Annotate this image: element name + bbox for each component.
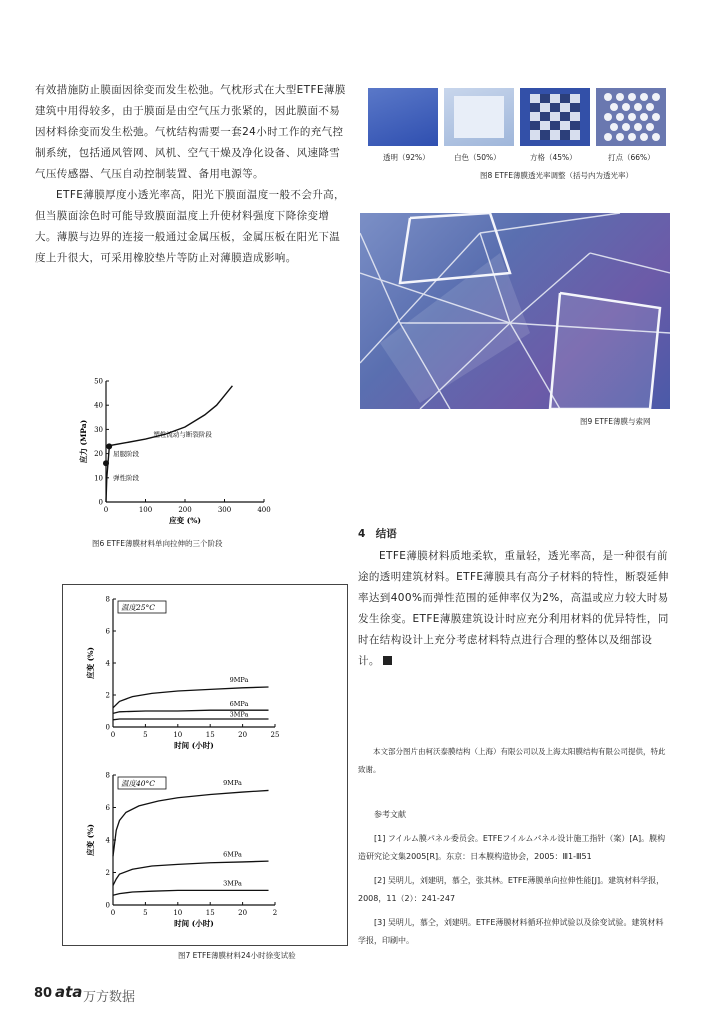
y-tick-label: 10 [94,474,103,483]
x-tick-label: 0 [110,909,116,917]
annotation: 塑性流动与断裂阶段 [153,430,212,439]
annotation: 屈服阶段 [113,450,140,459]
y-tick-label: 4 [105,659,110,668]
section-4-heading: 4 结语 [358,528,397,540]
transparent-film-photo [368,88,438,146]
y-tick-label: 0 [105,901,110,910]
x-tick-label: 5 [143,731,148,739]
references [358,806,670,950]
x-tick-label: 100 [138,506,153,514]
section-4-body [358,546,672,672]
temperature-text: 温度25°C [121,603,156,612]
x-tick-label: 2 [272,909,278,917]
stress-strain-line [106,386,232,502]
x-tick-label: 20 [238,731,248,739]
x-tick-label: 15 [205,731,215,739]
fig7-chart-40c [78,768,298,930]
x-axis-label: 时间 (小时) [174,919,214,928]
watermark: 万方数据 [83,990,136,1005]
series-line [113,861,269,885]
x-tick-label: 200 [178,506,192,514]
y-tick-label: 20 [94,450,103,459]
fig8-caption: 图8 ETFE薄膜透光率调整（括号内为透光率） [480,171,634,180]
paragraph: ETFE薄膜材料质地柔软，重量轻，透光率高，是一种很有前途的透明建筑材料。ETFE薄膜具有高分子材料的特性，断裂延伸率达到400%而弹性范围的延伸率仅为2%，高温或应力较大时易发生徐变。ETFE薄膜建筑设计时应充分利用材料的优异特性，同时在结构设计上充分考虑材料特点进行合理的整体以及细部设计。 [358,550,669,667]
acknowledgement: 本文部分图片由柯沃泰膜结构（上海）有限公司以及上海太阳膜结构有限公司提供，特此致谢。 [358,747,666,774]
series-label: 6MPa [223,850,242,859]
series-line [113,890,269,895]
series-line [113,719,269,720]
series-label: 3MPa [223,879,242,888]
y-axis-label: 应变 (%) [86,647,95,679]
fig6-chart [78,372,288,532]
fig8-label: 打点（66%） [608,153,655,162]
y-tick-label: 4 [105,836,110,845]
series-label: 9MPa [229,676,249,685]
paragraph: 有效措施防止膜面因徐变而发生松弛。气枕形式在大型ETFE薄膜建筑中用得较多，由于膜面是由空气压力张紧的，因此膜面不易因材料徐变而发生松弛。气枕结构需要一套24小时工作的充气控制系统，包括通风管网、风机、空气干燥及净化设备、风速降雪气压传感器、气压自动控制装置、备用电源等。 [35,84,346,180]
y-tick-label: 0 [105,723,110,732]
series-line [113,790,269,859]
series-label: 3MPa [229,710,249,719]
x-tick-label: 300 [217,506,232,514]
reference-item: [2] 吴明儿，刘建明，慕仝，张其林。ETFE薄膜单向拉伸性能[J]。建筑材料学报，2008，11（2）：241-247 [358,876,665,903]
temperature-text: 温度40°C [121,779,156,788]
x-tick-label: 0 [110,731,116,739]
annotation: 弹性阶段 [113,474,140,483]
series-label: 6MPa [229,700,249,709]
y-tick-label: 50 [94,377,103,386]
x-tick-label: 15 [205,909,215,917]
dotted-film-photo [596,88,666,146]
y-tick-label: 40 [94,401,103,410]
fig8-label: 透明（92%） [383,153,430,162]
y-tick-label: 2 [105,691,110,700]
stage-point [103,460,109,466]
fig9-caption: 图9 ETFE薄膜与索网 [580,417,651,426]
stage-point [106,443,112,449]
left-body-text [35,80,349,269]
x-tick-label: 20 [238,909,248,917]
x-tick-label: 10 [173,731,183,739]
publication-logo: ata [55,983,83,1001]
y-axis-label: 应变 (%) [86,824,95,856]
x-tick-label: 5 [143,909,148,917]
white-film-photo [444,88,514,146]
references-title: 参考文献 [374,810,406,819]
x-axis-label: 时间 (小时) [174,741,214,750]
reference-item: [1] フイルム膜パネル委员会。ETFEフイルムパネル设计施工指针（案）[A]。膜构造研究论文集2005[R]。东京：日本膜构造协会，2005：Ⅲ1-Ⅲ51 [358,834,666,861]
checkered-film-photo [520,88,590,146]
x-tick-label: 400 [257,506,271,514]
fig7-chart-25c [78,592,298,750]
series-label: 9MPa [223,778,242,787]
temperature-label [118,777,166,789]
fig8-label: 方格（45%） [530,153,577,162]
y-tick-label: 30 [94,425,103,434]
end-mark-icon [383,656,392,665]
x-tick-label: 25 [270,731,280,739]
x-tick-label: 10 [173,909,183,917]
x-tick-label: 0 [103,506,109,514]
page-number: 80 [34,986,53,1001]
y-tick-label: 2 [105,869,110,877]
etfe-cable-net-photo [360,213,670,409]
y-tick-label: 0 [98,498,103,507]
x-axis-label: 应变 (%) [169,516,201,525]
fig7-caption: 图7 ETFE薄膜材料24小时徐变试验 [178,951,296,960]
fig6-caption: 图6 ETFE薄膜材料单向拉伸的三个阶段 [92,539,223,548]
y-tick-label: 6 [105,804,110,812]
y-tick-label: 8 [105,595,110,604]
temperature-label [118,601,166,613]
paragraph: ETFE薄膜厚度小透光率高，阳光下膜面温度一般不会升高，但当膜面涂色时可能导致膜面温度上升使材料强度下降徐变增大。薄膜与边界的连接一般通过金属压板，金属压板在阳光下温度上升很大，可采用橡胶垫片等防止对薄膜造成影响。 [35,189,345,264]
reference-item: [3] 吴明儿，慕仝，刘建明。ETFE薄膜材料循环拉伸试验以及徐变试验。建筑材料学报，印刷中。 [358,918,664,945]
fig8-label: 白色（50%） [454,153,501,162]
y-axis-label: 应力 (MPa) [79,419,88,464]
y-tick-label: 8 [105,771,110,780]
y-tick-label: 6 [105,627,110,636]
